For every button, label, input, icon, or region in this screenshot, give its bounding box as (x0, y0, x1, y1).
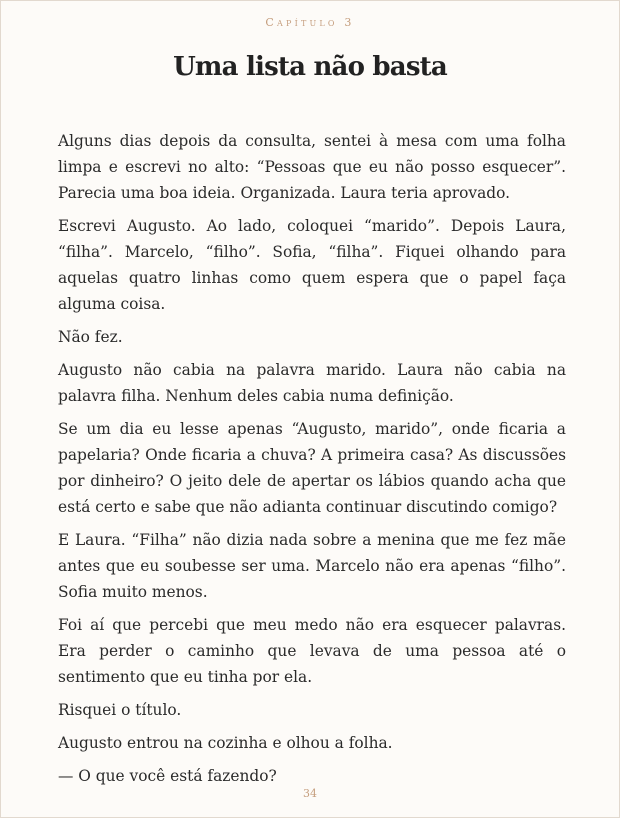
paragraph: Alguns dias depois da consulta, sentei à mesa com uma folha limpa e escrevi no alto: “Pessoas que eu não posso esquecer”. Parecia uma boa ideia. Organizada. Laura teria aprovado. (58, 132, 566, 202)
chapter-title: Uma lista não basta (173, 52, 447, 82)
paragraph: Não fez. (58, 328, 123, 346)
paragraph: — O que você está fazendo? (58, 767, 277, 785)
paragraph: Risquei o título. (58, 701, 182, 719)
chapter-label: Capítulo 3 (265, 16, 355, 29)
chapter-body (58, 128, 566, 796)
paragraph: Augusto não cabia na palavra marido. Laura não cabia na palavra filha. Nenhum deles cabia numa definição. (58, 361, 566, 405)
paragraph: Foi aí que percebi que meu medo não era esquecer palavras. Era perder o caminho que levava de uma pessoa até o sentimento que eu tinha por ela. (58, 616, 566, 686)
paragraph: Se um dia eu lesse apenas “Augusto, marido”, onde ficaria a papelaria? Onde ficaria a chuva? A primeira casa? As discussões por dinheiro? O jeito dele de apertar os lábios quando acha que está certo e sabe que não adianta continuar discutindo comigo? (58, 420, 566, 516)
page-number: 34 (303, 787, 317, 800)
paragraph: Escrevi Augusto. Ao lado, coloquei “marido”. Depois Laura, “filha”. Marcelo, “filho”. Sofia, “filha”. Fiquei olhando para aquelas quatro linhas como quem espera que o papel faça alguma coisa. (58, 217, 566, 313)
paragraph: E Laura. “Filha” não dizia nada sobre a menina que me fez mãe antes que eu soubesse ser uma. Marcelo não era apenas “filho”. Sofia muito menos. (58, 531, 566, 601)
paragraph: Augusto entrou na cozinha e olhou a folha. (58, 734, 393, 752)
